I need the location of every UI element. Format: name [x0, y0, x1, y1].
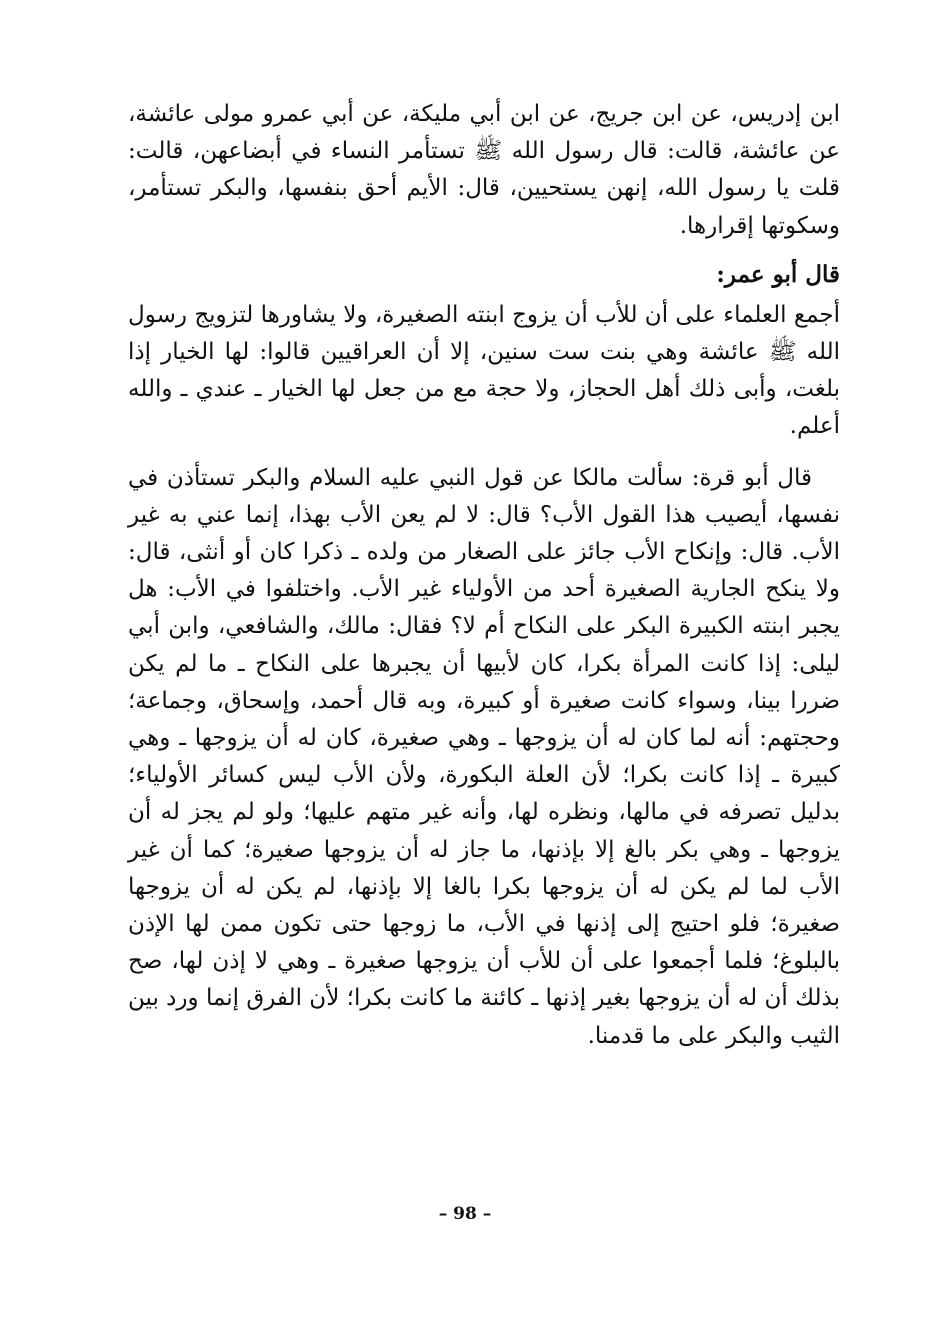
abu-qurra-paragraph: قال أبو قرة: سألت مالكا عن قول النبي عليه السلام والبكر تستأذن في نفسها، أيصيب هذا القول الأب؟ قال: لا لم يعن الأب بهذا، إنما عني به غير الأب. قال: وإنكاح الأب جائز على الصغار من ولده ـ ذكرا كان أو أنثى، قال: ولا ينكح الجارية الصغيرة أحد من الأولياء غير الأب. واختلفوا في الأب: هل يجبر ابنته الكبيرة البكر على النكاح أم لا؟ فقال: مالك، والشافعي، وابن أبي ليلى: إذا كانت المرأة بكرا، كان لأبيها أن يجبرها على النكاح ـ ما لم يكن ضررا بينا، وسواء كانت صغيرة أو كبيرة، وبه قال أحمد، وإسحاق، وجماعة؛ وحجتهم: أنه لما كان له أن يزوجها ـ وهي صغيرة، كان له أن يزوجها ـ وهي كبيرة ـ إذا كانت بكرا؛ لأن العلة البكورة، ولأن الأب ليس كسائر الأولياء؛ بدليل تصرفه في مالها، ونظره لها، وأنه غير متهم عليها؛ ولو لم يجز له أن يزوجها ـ وهي بكر بالغ إلا بإذنها، ما جاز له أن يزوجها صغيرة؛ كما أن غير الأب لما لم يكن له أن يزوجها بكرا بالغا إلا بإذنها، لم يكن له أن يزوجها صغيرة؛ فلو احتيج إلى إذنها في الأب، ما زوجها حتى تكون ممن لها الإذن بالبلوغ؛ فلما أجمعوا على أن للأب أن يزوجها صغيرة ـ وهي لا إذن لها، صح بذلك أن له أن يزوجها بغير إذنها ـ كائنة ما كانت بكرا؛ لأن الفرق إنما ورد بين الثيب والبكر على ما قدمنا. [128, 464, 840, 1049]
consensus-paragraph: أجمع العلماء على أن للأب أن يزوج ابنته الصغيرة، ولا يشاورها لتزويج رسول الله ﷺ عائشة وهي بنت ست سنين، إلا أن العراقيين قالوا: لها الخيار إذا بلغت، وأبى ذلك أهل الحجاز، ولا حجة مع من جعل لها الخيار ـ عندي ـ والله أعلم. [128, 301, 840, 440]
page-body [128, 96, 840, 1055]
section-heading: قال أبو عمر: [716, 260, 840, 288]
hadith-paragraph: ابن إدريس، عن ابن جريج، عن ابن أبي مليكة، عن أبي عمرو مولى عائشة، عن عائشة، قالت: قال رسول الله ﷺ تستأمر النساء في أبضاعهن، قالت: قلت يا رسول الله، إنهن يستحيين، قال: الأيم أحق بنفسها، والبكر تستأمر، وسكوتها إقرارها. [128, 101, 840, 239]
page-number: – 98 – [438, 1204, 492, 1224]
